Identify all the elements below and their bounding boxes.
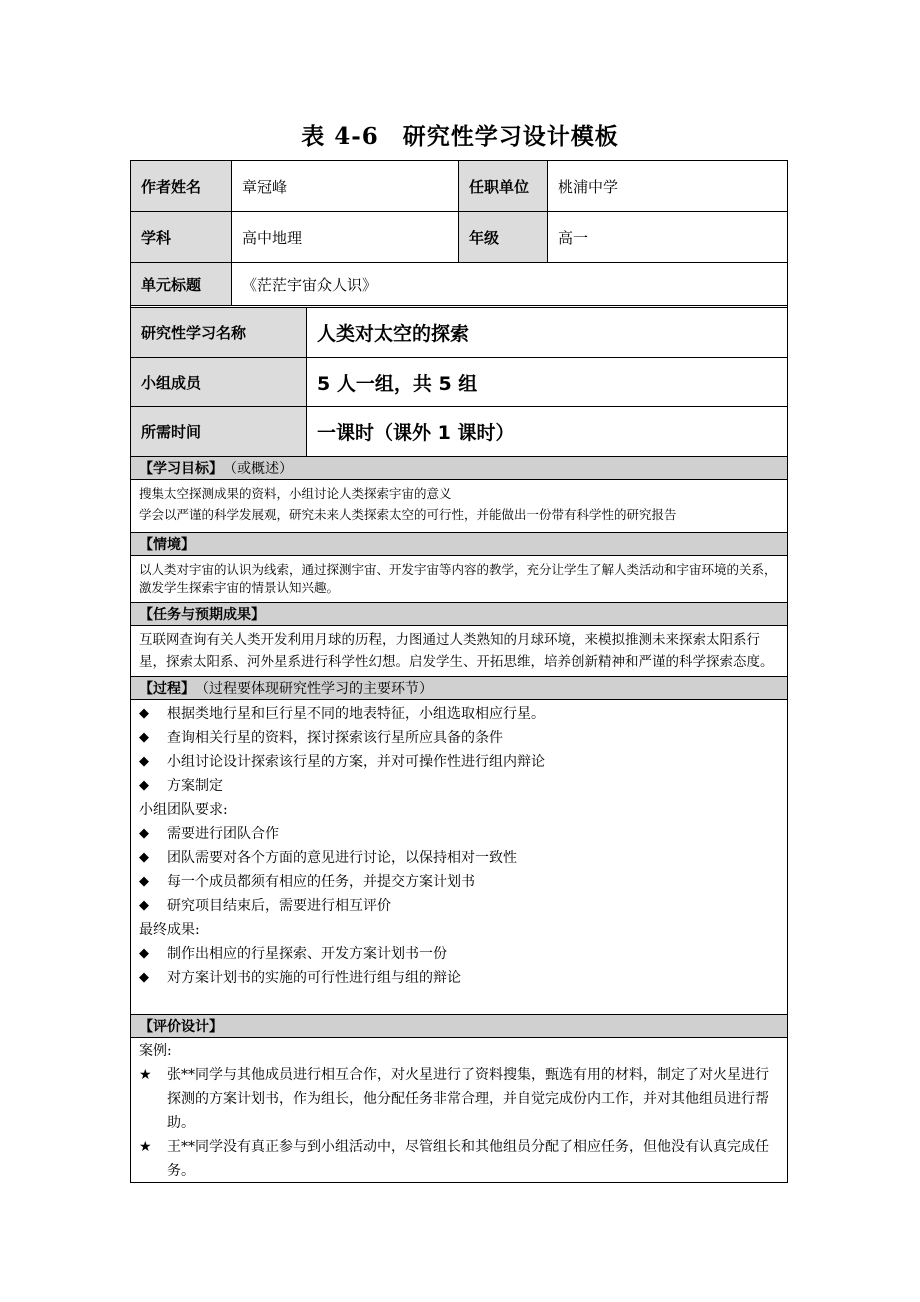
list-item xyxy=(139,966,779,990)
tasks-header xyxy=(131,602,787,626)
info-row-author xyxy=(131,161,787,212)
time-label: 所需时间 xyxy=(131,407,306,456)
team-requirement: 研究项目结束后，需要进行相互评价 xyxy=(167,898,391,914)
info-row-chapter xyxy=(131,263,787,308)
list-item xyxy=(139,750,779,774)
team-label: 小组团队要求: xyxy=(139,802,228,818)
process-step: 方案制定 xyxy=(167,778,223,794)
subject-value: 高中地理 xyxy=(231,212,458,262)
team-requirement: 团队需要对各个方面的意见进行讨论，以保持相对一致性 xyxy=(167,850,517,866)
info-row-subject xyxy=(131,212,787,263)
result-label: 最终成果: xyxy=(139,922,200,938)
tasks-text: 互联网查询有关人类开发利用月球的历程，力图通过人类熟知的月球环境，来模拟推测未来探索太阳系行星，探索太阳系、河外星系进行科学性幻想。启发学生、开拓思维，培养创新精神和严谨的科学探索态度。 xyxy=(139,632,774,670)
case-label: 案例: xyxy=(139,1043,172,1059)
diamond-icon: ◆ xyxy=(139,778,149,793)
diamond-icon: ◆ xyxy=(139,850,149,865)
team-requirement: 每一个成员都须有相应的任务，并提交方案计划书 xyxy=(167,874,475,890)
diamond-icon: ◆ xyxy=(139,754,149,769)
context-body xyxy=(131,556,787,602)
diamond-icon: ◆ xyxy=(139,874,149,889)
context-header xyxy=(131,532,787,556)
star-icon: ★ xyxy=(139,1139,152,1155)
case-text: 张**同学与其他成员进行相互合作，对火星进行了资料搜集，甄选有用的材料，制定了对火星进行探测的方案计划书，作为组长，他分配任务非常合理，并自觉完成份内工作，并对其他组员进行帮助。 xyxy=(167,1067,769,1131)
group-value: 5 人一组，共 5 组 xyxy=(306,358,787,406)
list-item xyxy=(139,726,779,750)
list-item xyxy=(139,774,779,798)
evaluation-header xyxy=(131,1014,787,1038)
unit-value: 桃浦中学 xyxy=(547,161,787,211)
evaluation-body xyxy=(131,1038,787,1182)
final-result: 制作出相应的行星探索、开发方案计划书一份 xyxy=(167,946,447,962)
diamond-icon: ◆ xyxy=(139,970,149,985)
diamond-icon: ◆ xyxy=(139,706,149,721)
study-row-time xyxy=(131,407,787,456)
tasks-head: 【任务与预期成果】 xyxy=(139,607,265,623)
team-requirement: 需要进行团队合作 xyxy=(167,826,279,842)
evaluation-head: 【评价设计】 xyxy=(139,1019,223,1035)
diamond-icon: ◆ xyxy=(139,826,149,841)
process-head: 【过程】 xyxy=(139,681,195,697)
list-item xyxy=(139,846,779,870)
design-table xyxy=(130,160,788,1183)
unit-label: 任职单位 xyxy=(458,161,547,211)
list-item xyxy=(139,1063,779,1135)
study-name-value: 人类对太空的探索 xyxy=(306,308,787,357)
process-note: （过程要体现研究性学习的主要环节） xyxy=(195,681,433,697)
process-header xyxy=(131,676,787,700)
goals-header xyxy=(131,456,787,480)
list-item xyxy=(139,1135,779,1183)
goals-head: 【学习目标】 xyxy=(139,461,223,477)
tasks-body xyxy=(131,626,787,676)
list-item xyxy=(139,822,779,846)
page-title: 表 4-6 研究性学习设计模板 xyxy=(301,123,619,150)
diamond-icon: ◆ xyxy=(139,730,149,745)
process-step: 小组讨论设计探索该行星的方案，并对可操作性进行组内辩论 xyxy=(167,754,545,770)
grade-label: 年级 xyxy=(458,212,547,262)
study-row-group xyxy=(131,358,787,407)
context-text: 以人类对宇宙的认识为线索，通过探测宇宙、开发宇宙等内容的教学，充分让学生了解人类活动和宇宙环境的关系，激发学生探索宇宙的情景认知兴趣。 xyxy=(139,562,777,595)
star-icon: ★ xyxy=(139,1067,152,1083)
author-label: 作者姓名 xyxy=(131,161,231,211)
grade-value: 高一 xyxy=(547,212,787,262)
goal-line: 搜集太空探测成果的资料，小组讨论人类探索宇宙的意义 xyxy=(139,486,452,501)
chapter-label: 单元标题 xyxy=(131,263,231,305)
list-item xyxy=(139,942,779,966)
diamond-icon: ◆ xyxy=(139,946,149,961)
subject-label: 学科 xyxy=(131,212,231,262)
time-value: 一课时（课外 1 课时） xyxy=(306,407,787,456)
list-item xyxy=(139,894,779,918)
process-step: 根据类地行星和巨行星不同的地表特征，小组选取相应行星。 xyxy=(167,706,545,722)
study-row-name xyxy=(131,308,787,358)
study-name-label: 研究性学习名称 xyxy=(131,308,306,357)
goal-line: 学会以严谨的科学发展观，研究未来人类探索太空的可行性，并能做出一份带有科学性的研究报告 xyxy=(139,507,677,522)
final-result: 对方案计划书的实施的可行性进行组与组的辩论 xyxy=(167,970,461,986)
process-body xyxy=(131,700,787,1014)
diamond-icon: ◆ xyxy=(139,898,149,913)
author-value: 章冠峰 xyxy=(231,161,458,211)
goals-note: （或概述） xyxy=(223,461,293,477)
context-head: 【情境】 xyxy=(139,537,195,553)
list-item xyxy=(139,870,779,894)
list-item xyxy=(139,702,779,726)
case-text: 王**同学没有真正参与到小组活动中，尽管组长和其他组员分配了相应任务，但他没有认真完成任务。 xyxy=(167,1139,769,1179)
process-step: 查询相关行星的资料，探讨探索该行星所应具备的条件 xyxy=(167,730,503,746)
goals-body xyxy=(131,480,787,532)
chapter-value: 《茫茫宇宙众人识》 xyxy=(231,263,787,305)
group-label: 小组成员 xyxy=(131,358,306,406)
